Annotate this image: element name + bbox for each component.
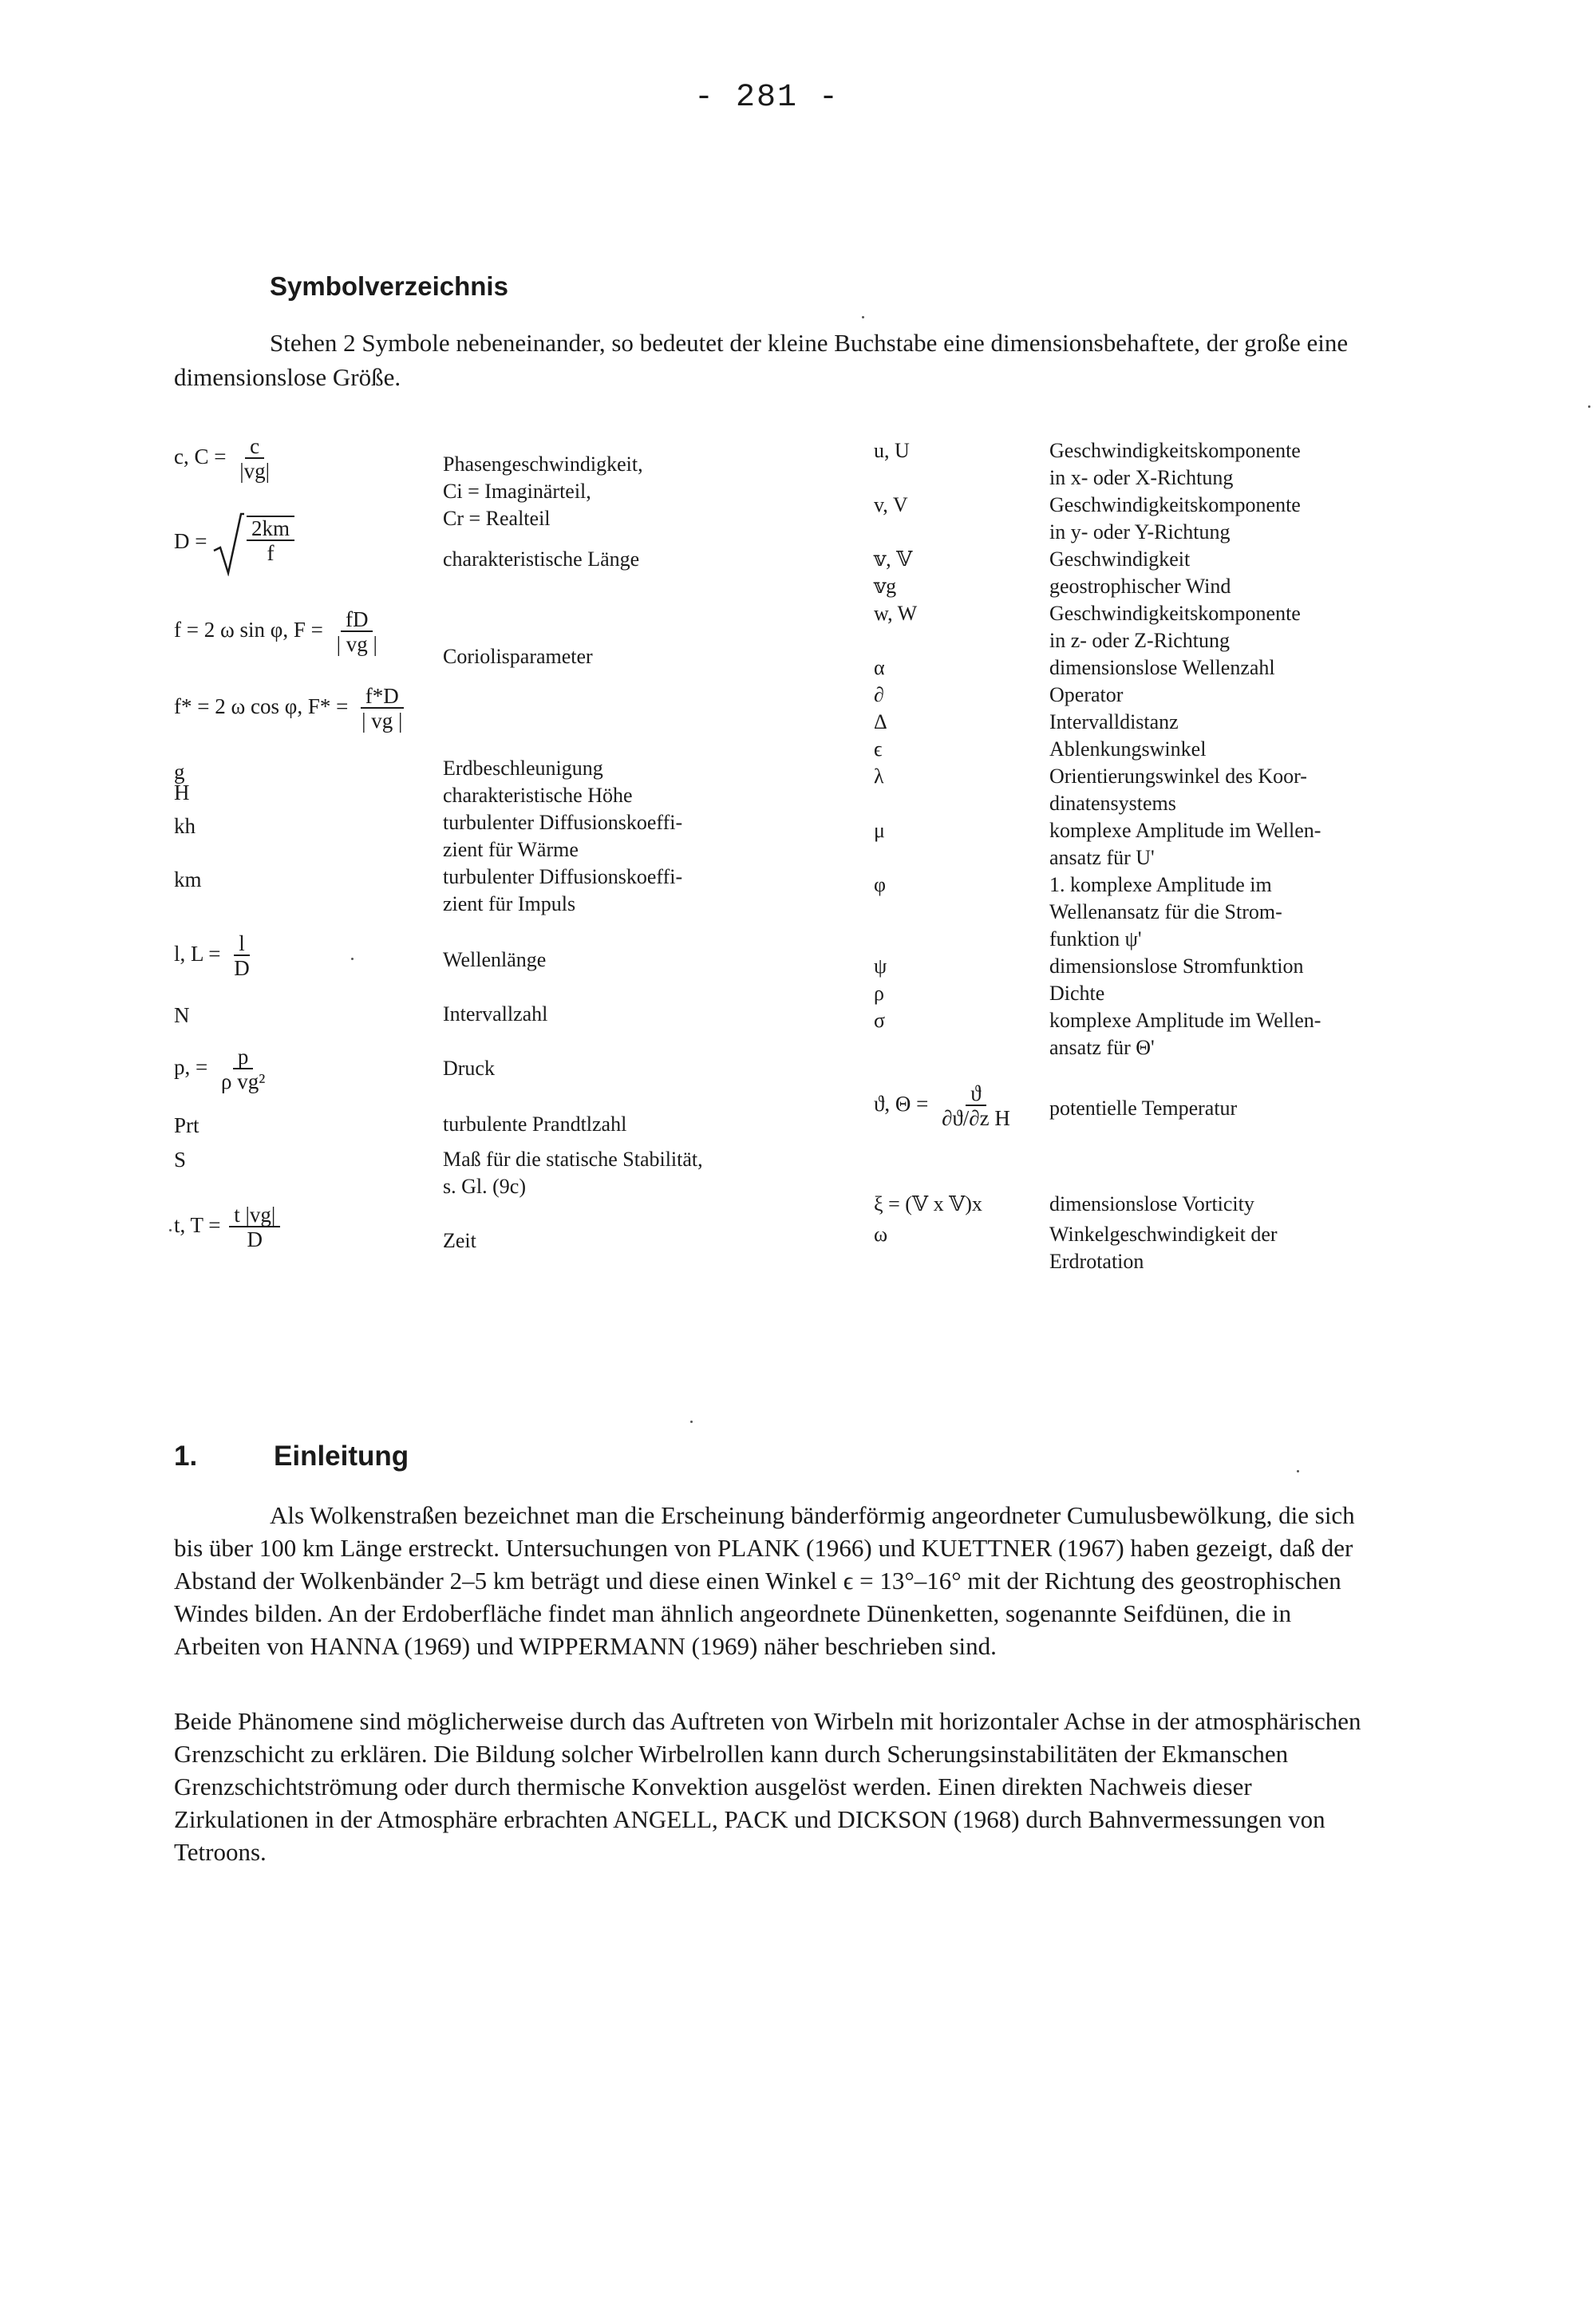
list-item: u, U Geschwindigkeitskomponente in x- oder X-Richtung bbox=[874, 439, 1301, 489]
desc-t: Zeit bbox=[443, 1229, 476, 1252]
list-item: v, V Geschwindigkeitskomponente in y- oder Y-Richtung bbox=[874, 493, 1301, 543]
symbol-f: f = 2 ω sin φ, F = $\frac{fD}{| vg |}$ bbox=[174, 607, 377, 656]
symbol-H: H bbox=[174, 781, 190, 804]
symbol-t: t, T = $\frac{t |vg|}{D}$ bbox=[174, 1204, 283, 1251]
symbol-l: l, L = $\frac{l}{D}$ bbox=[174, 931, 250, 980]
symbol-D: D = $\frac{2km}{f}$ bbox=[174, 511, 298, 576]
desc-f: Coriolisparameter bbox=[443, 645, 593, 668]
list-item: w, W Geschwindigkeitskomponente in z- oder Z-Richtung bbox=[874, 602, 1301, 652]
symbol-fstar: f* = 2 ω cos φ, F* = $\frac{f*D}{| vg |}$ bbox=[174, 684, 403, 733]
desc-S: Maß für die statische Stabilität, s. Gl. (9c) bbox=[443, 1148, 703, 1198]
paragraph-2: Beide Phänomene sind möglicherweise durch das Auftreten von Wirbeln mit horizontaler Achse in der atmosphärischen Grenzschicht zu erklären. Die Bildung solcher Wirbelrollen kann durch Scherungsinstabilitäten der Ekmanschen Grenzschichtströmung oder durch thermische Konvektion ausgelöst werden. Einen direkten Nachweis dieser Zirkulationen in der Atmosphäre erbrachten ANGELL, PACK und DICKSON (1968) durch Bahnvermessungen von Tetroons. bbox=[174, 1707, 1361, 1866]
desc-omega: Winkelgeschwindigkeit der Erdrotation bbox=[1049, 1223, 1278, 1273]
list-item: μ komplexe Amplitude im Wellen- ansatz für U' bbox=[874, 819, 1321, 869]
symbols-heading: Symbolverzeichnis bbox=[270, 271, 508, 301]
list-item: σ komplexe Amplitude im Wellen- ansatz für Θ' bbox=[874, 1009, 1321, 1059]
desc-km: turbulenter Diffusionskoeffi- zient für Impuls bbox=[443, 865, 683, 915]
scan-speck bbox=[169, 1229, 172, 1231]
desc-xi: dimensionslose Vorticity bbox=[1049, 1192, 1254, 1215]
desc-l: Wellenlänge bbox=[443, 948, 547, 971]
desc-p: Druck bbox=[443, 1057, 495, 1080]
symbol-theta: ϑ, Θ = $\frac{ϑ}{\text{∂ϑ/∂z H}}$ bbox=[874, 1081, 1010, 1130]
symbol-km: km bbox=[174, 868, 202, 891]
symbol-N: N bbox=[174, 1003, 190, 1027]
sqrt-icon bbox=[212, 511, 244, 576]
symbols-intro: Stehen 2 Symbole nebeneinander, so bedeutet der kleine Buchstabe eine dimensionsbehaftete, der große eine dimensionslose Größe. bbox=[174, 329, 1349, 391]
symbol-list-right bbox=[874, 437, 1385, 1061]
symbol-p: p, = $\frac{p}{\text{ρ vg²}}$ bbox=[174, 1045, 266, 1093]
symbol-xi: ξ = (𝕍 x 𝕍)x bbox=[874, 1192, 982, 1215]
scan-speck bbox=[351, 958, 354, 960]
section-number: 1. bbox=[174, 1441, 198, 1472]
list-item: ∂ Operator bbox=[874, 683, 1124, 706]
list-item: ρ Dichte bbox=[874, 982, 1105, 1005]
desc-D: charakteristische Länge bbox=[443, 547, 640, 571]
symbol-kh: kh bbox=[174, 814, 196, 838]
symbol-g: g bbox=[174, 760, 185, 784]
list-item: ϵ Ablenkungswinkel bbox=[874, 737, 1207, 761]
symbol-S: S bbox=[174, 1148, 187, 1172]
scan-speck bbox=[1297, 1470, 1299, 1472]
list-item: ψ dimensionslose Stromfunktion bbox=[874, 955, 1304, 978]
desc-kh: turbulenter Diffusionskoeffi- zient für Wärme bbox=[443, 811, 683, 861]
list-item: λ Orientierungswinkel des Koor- dinatensystems bbox=[874, 765, 1307, 815]
scan-speck bbox=[690, 1421, 693, 1423]
desc-Prt: turbulente Prandtlzahl bbox=[443, 1113, 627, 1136]
list-item: φ 1. komplexe Amplitude im Wellenansatz für die Strom- funktion ψ' bbox=[874, 873, 1282, 951]
symbol-omega: ω bbox=[874, 1223, 888, 1246]
desc-N: Intervallzahl bbox=[443, 1002, 548, 1026]
list-item: α dimensionslose Wellenzahl bbox=[874, 656, 1275, 679]
scan-speck bbox=[862, 316, 864, 318]
desc-H: charakteristische Höhe bbox=[443, 784, 633, 807]
scan-speck bbox=[1588, 405, 1590, 408]
list-item: 𝕧, 𝕍 Geschwindigkeit bbox=[874, 547, 1191, 571]
symbol-c: c, C = $\frac{c}{|vg|}$ bbox=[174, 434, 271, 483]
paragraph-1: Als Wolkenstraßen bezeichnet man die Erscheinung bänderförmig angeordneter Cumulusbewölkung, die sich bis über 100 km Länge erstreckt. Untersuchungen von PLANK (1966) und KUETTNER (1967) haben gezeigt, daß der Abstand der Wolkenbänder 2–5 km beträgt und diese einen Winkel ϵ = 13°–16° mit der Richtung des geostrophischen Windes bilden. An der Erdoberfläche findet man ähnlich angeordnete Dünenketten, sogenannte Seifdünen, die in Arbeiten von HANNA (1969) und WIPPERMANN (1969) näher beschrieben sind. bbox=[174, 1501, 1355, 1660]
desc-theta: potentielle Temperatur bbox=[1049, 1097, 1238, 1120]
section-title: Einleitung bbox=[274, 1441, 409, 1472]
page-number: - 281 - bbox=[694, 80, 840, 116]
list-item: Δ Intervalldistanz bbox=[874, 710, 1179, 733]
list-item: 𝕧g geostrophischer Wind bbox=[874, 575, 1231, 598]
desc-c: Phasengeschwindigkeit, Ci = Imaginärteil, Cr = Realteil bbox=[443, 453, 643, 530]
desc-g: Erdbeschleunigung bbox=[443, 757, 603, 780]
symbol-Prt: Prt bbox=[174, 1113, 200, 1137]
